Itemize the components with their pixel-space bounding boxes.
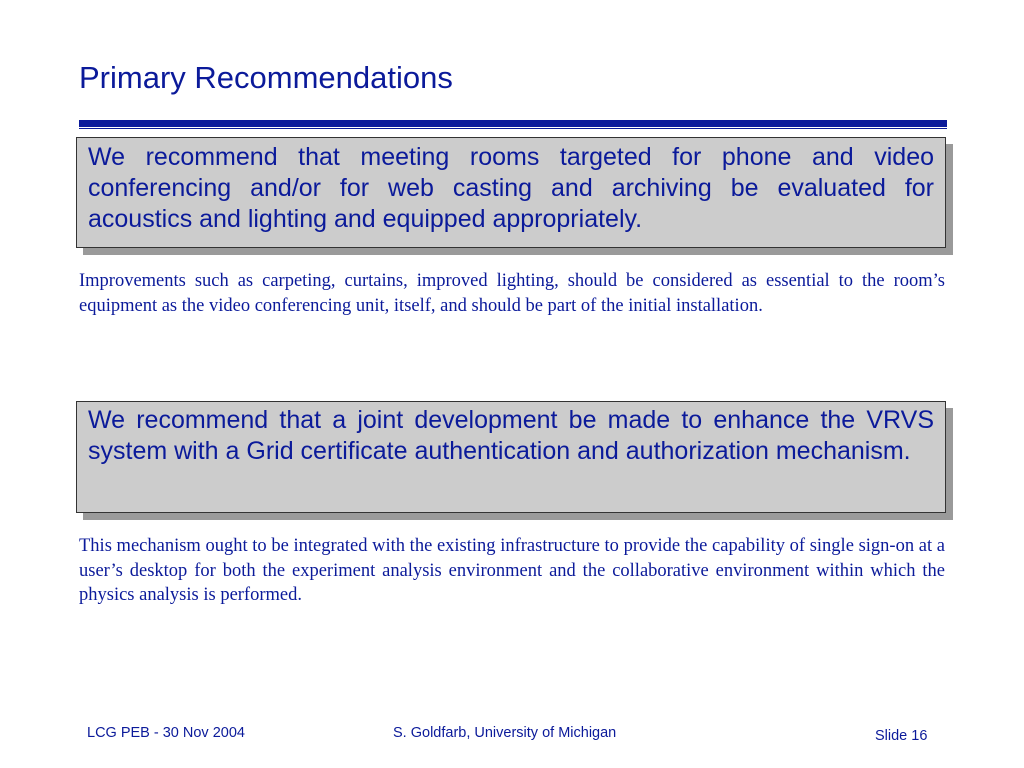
slide-title: Primary Recommendations	[79, 60, 453, 95]
recommendation-text-1: We recommend that meeting rooms targeted for phone and video conferencing and/or for web casting and archiving be evaluated for acoustics and lighting and equipped appropriately.	[88, 143, 934, 233]
footer-slide-number: Slide 16	[875, 728, 928, 744]
recommendation-box-2	[76, 401, 946, 513]
title-underline-thin	[79, 128, 947, 129]
footer-date: LCG PEB - 30 Nov 2004	[87, 725, 245, 741]
recommendation-box-1	[76, 137, 946, 248]
detail-paragraph-1: Improvements such as carpeting, curtains, improved lighting, should be considered as essential to the room’s equipment as the video conferencing unit, itself, and should be part of the initial installation.	[79, 271, 945, 316]
footer-author: S. Goldfarb, University of Michigan	[393, 725, 617, 741]
recommendation-text-2: We recommend that a joint development be made to enhance the VRVS system with a Grid certificate authentication and authorization mechanism.	[88, 406, 934, 465]
detail-paragraph-2: This mechanism ought to be integrated with the existing infrastructure to provide the capability of single sign-on at a user’s desktop for both the experiment analysis environment and the collaborative environment within which the physics analysis is performed.	[79, 536, 945, 605]
title-underline	[79, 120, 947, 127]
